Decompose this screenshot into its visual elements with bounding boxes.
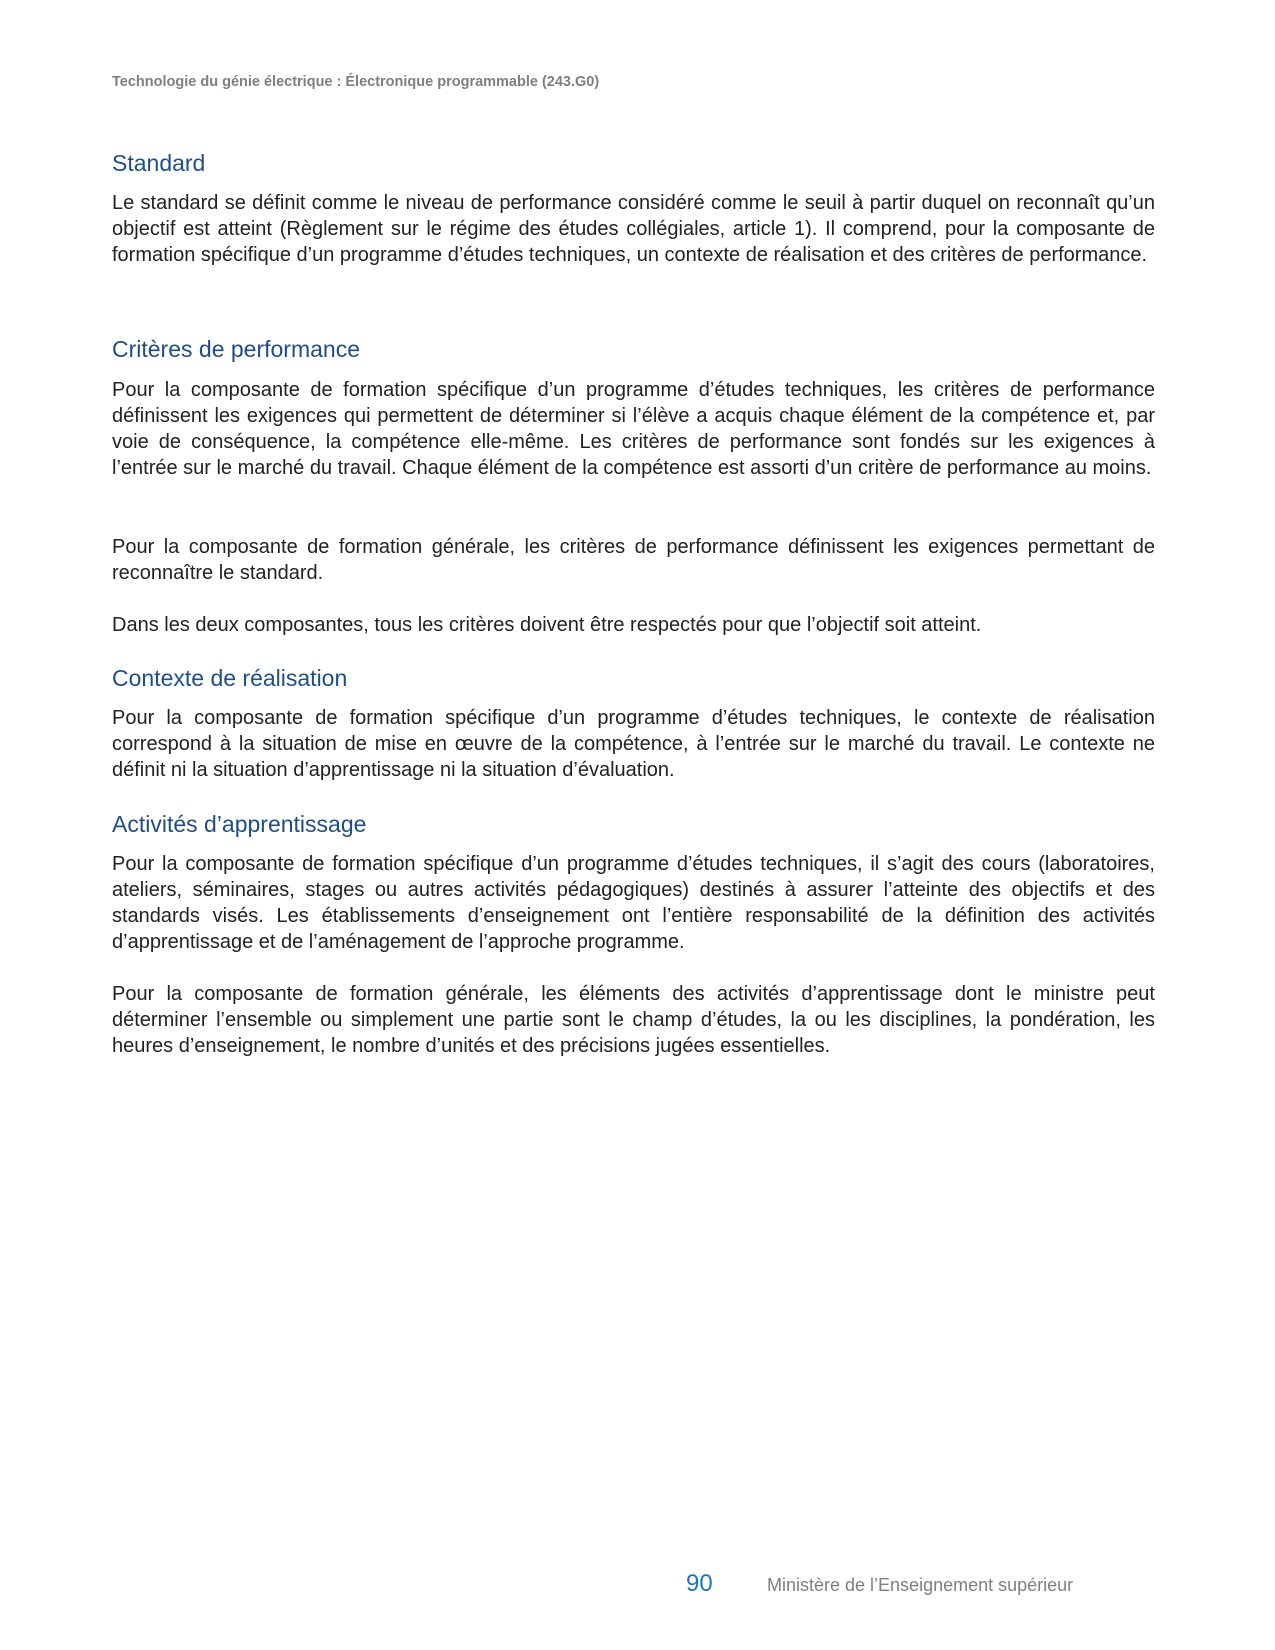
footer-publisher: Ministère de l’Enseignement supérieur bbox=[767, 1575, 1074, 1595]
paragraph: Pour la composante de formation spécifique d’un programme d’études techniques, les critères de performance définissent les exigences qui permettent de déterminer si l’élève a acquis chaque élément de la compétence et, par voie de conséquence, la compétence elle-même. Les critères de performance sont fondés sur les exigences à l’entrée sur le marché du travail. Chaque élément de la compétence est assorti d’un critère de performance au moins. bbox=[112, 379, 1155, 479]
paragraph: Pour la composante de formation spécifique d’un programme d’études techniques, le contexte de réalisation correspond à la situation de mise en œuvre de la compétence, à l’entrée sur le marché du travail. Le contexte ne définit ni la situation d’apprentissage ni la situation d’évaluation. bbox=[112, 707, 1155, 781]
section-heading-activites: Activités d’apprentissage bbox=[112, 811, 367, 837]
section-heading-standard: Standard bbox=[112, 150, 206, 176]
paragraph: Dans les deux composantes, tous les critères doivent être respectés pour que l’objectif soit atteint. bbox=[112, 614, 982, 636]
section-heading-contexte: Contexte de réalisation bbox=[112, 665, 348, 691]
paragraph: Le standard se définit comme le niveau de performance considéré comme le seuil à partir duquel on reconnaît qu’un objectif est atteint (Règlement sur le régime des études collégiales, article 1). Il comprend, pour la composante de formation spécifique d’un programme d’études techniques, un contexte de réalisation et des critères de performance. bbox=[112, 192, 1155, 266]
running-header: Technologie du génie électrique : Électronique programmable (243.G0) bbox=[112, 74, 600, 90]
paragraph: Pour la composante de formation spécifique d’un programme d’études techniques, il s’agit des cours (laboratoires, ateliers, séminaires, stages ou autres activités pédagogiques) destinés à assurer l’atteinte des objectifs et des standards visés. Les établissements d’enseignement ont l’entière responsabilité de la définition des activités d’apprentissage et de l’aménagement de l’approche programme. bbox=[112, 853, 1155, 953]
page-number: 90 bbox=[686, 1570, 713, 1597]
paragraph: Pour la composante de formation générale, les critères de performance définissent les exigences permettant de reconnaître le standard. bbox=[112, 536, 1155, 584]
section-heading-criteres: Critères de performance bbox=[112, 336, 360, 362]
paragraph: Pour la composante de formation générale, les éléments des activités d’apprentissage dont le ministre peut déterminer l’ensemble ou simplement une partie sont le champ d’études, la ou les disciplines, la pondération, les heures d’enseignement, le nombre d’unités et des précisions jugées essentielles. bbox=[112, 983, 1155, 1057]
